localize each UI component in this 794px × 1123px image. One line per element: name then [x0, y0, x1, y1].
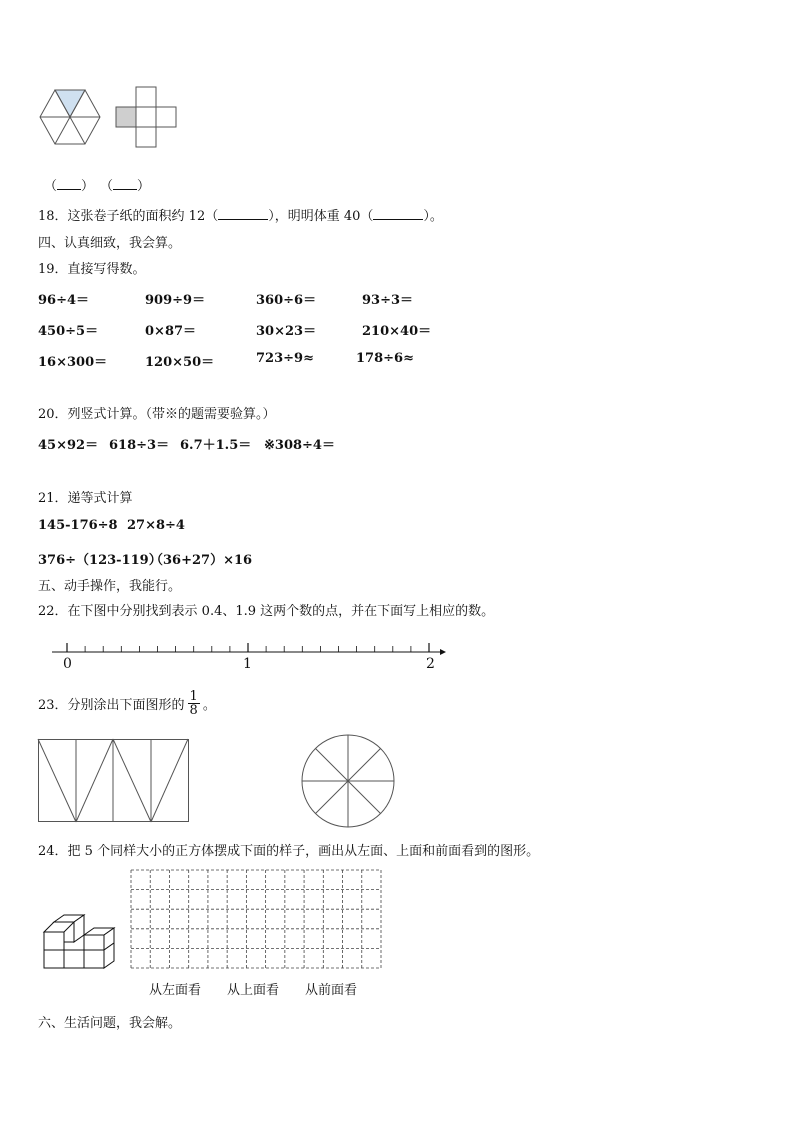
question-23-title [38, 690, 216, 717]
dotted-answer-grid [130, 869, 382, 969]
number-line-label-2: 2 [426, 656, 435, 672]
view-label-top: 从上面看 [227, 983, 280, 998]
hexagon-figure [38, 88, 102, 146]
q19-item: 360÷6＝ [256, 293, 317, 308]
q19-item: 96÷4＝ [38, 293, 90, 308]
q21-item: 27×8÷4 [127, 518, 185, 533]
q21-item: 376÷（123-119） [38, 553, 162, 568]
q19-item: 450÷5＝ [38, 324, 99, 339]
fraction-one-eighth [188, 690, 200, 717]
cube-net-figure [112, 86, 182, 148]
question-20-title: 20．列竖式计算。（带※的题需要验算。） [38, 407, 276, 422]
section-5-heading: 五、动手操作，我能行。 [38, 579, 182, 594]
number-line-arrow [440, 649, 446, 655]
q19-item: 30×23＝ [256, 324, 317, 339]
q23-text: 23．分别涂出下面图形的 [38, 698, 185, 713]
q23-period: 。 [202, 698, 216, 713]
q20-item: 618÷3＝ [109, 438, 170, 453]
rectangle-triangles-figure [38, 739, 190, 823]
q19-item: 723÷9≈ [256, 351, 314, 366]
question-21-title: 21．递等式计算 [38, 491, 133, 506]
paren-close: ） [137, 179, 151, 194]
paren-close: ） [81, 179, 95, 194]
circle-eighths-figure [300, 733, 396, 829]
section-4-heading: 四、认真细致，我会算。 [38, 236, 182, 251]
q19-item: 178÷6≈ [356, 351, 414, 366]
view-label-left: 从左面看 [149, 983, 202, 998]
view-label-front: 从前面看 [305, 983, 358, 998]
q20-item: ※308÷4＝ [264, 438, 335, 453]
question-19-title: 19．直接写得数。 [38, 262, 146, 277]
cubes-figure [42, 914, 122, 972]
q18-text-3: ）。 [423, 209, 443, 224]
fraction-denominator: 8 [189, 703, 198, 718]
paren-open: （ [44, 179, 58, 194]
q18-blank-1 [218, 207, 268, 220]
q19-item: 909÷9＝ [145, 293, 206, 308]
question-24-title: 24．把 5 个同样大小的正方体摆成下面的样子，画出从左面、上面和前面看到的图形。 [38, 844, 540, 859]
q19-item: 16×300＝ [38, 355, 108, 370]
answer-blank-2 [100, 175, 150, 194]
question-18 [38, 205, 443, 224]
q19-item: 210×40＝ [362, 324, 432, 339]
q19-item: 120×50＝ [145, 355, 215, 370]
answer-blank-1 [44, 175, 94, 194]
number-line-label-1: 1 [243, 656, 252, 672]
q19-item: 93÷3＝ [362, 293, 414, 308]
question-22-title: 22．在下图中分别找到表示 0.4、1.9 这两个数的点，并在下面写上相应的数。 [38, 604, 495, 619]
q20-item: 6.7＋1.5＝ [180, 438, 252, 453]
q21-item: 145-176÷8 [38, 518, 118, 533]
section-6-heading: 六、生活问题，我会解。 [38, 1016, 182, 1031]
fraction-numerator: 1 [189, 689, 198, 704]
q20-item: 45×92＝ [38, 438, 99, 453]
number-line-label-0: 0 [63, 656, 72, 672]
paren-open: （ [100, 179, 114, 194]
q21-item: （36+27）×16 [150, 553, 253, 568]
q18-text-2: ），明明体重 40（ [268, 209, 374, 224]
q18-blank-2 [373, 207, 423, 220]
q19-item: 0×87＝ [145, 324, 197, 339]
q18-text-1: 18．这张卷子纸的面积约 12（ [38, 209, 219, 224]
